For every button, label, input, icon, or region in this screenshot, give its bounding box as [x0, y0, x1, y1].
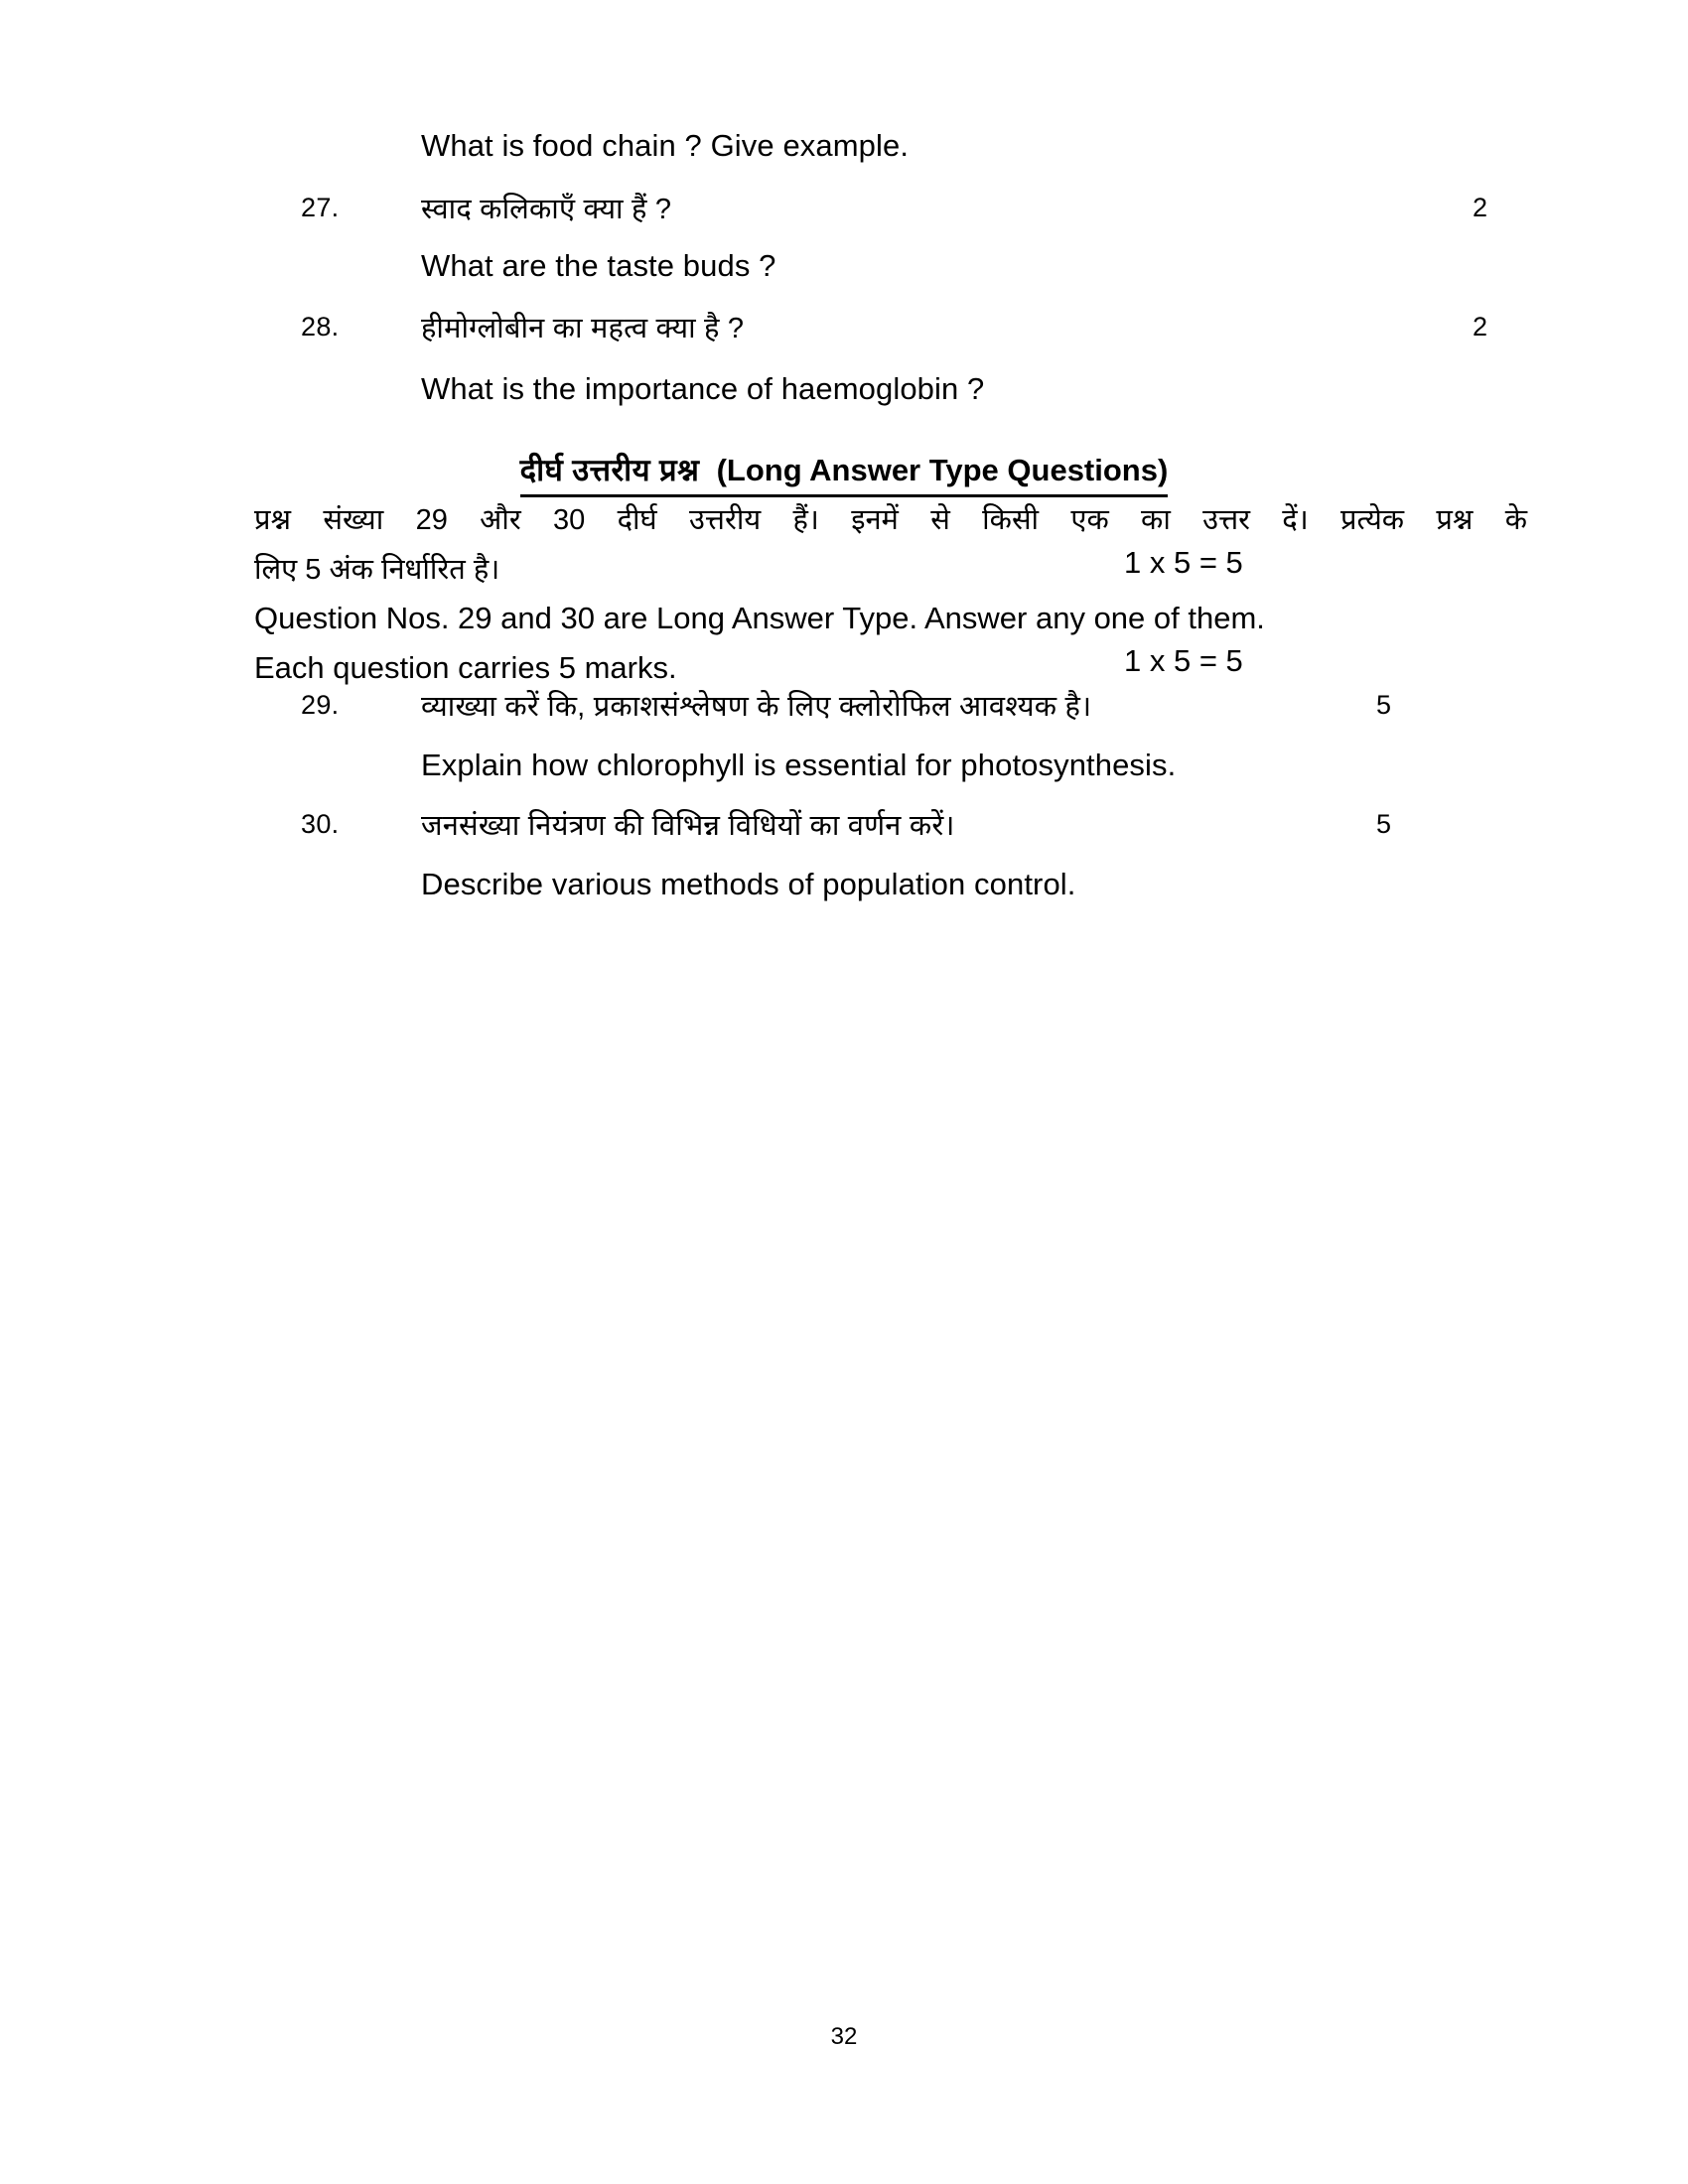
- section-heading-underline-wrapper: [520, 449, 1169, 497]
- instructions-hindi-line-2-row: [254, 546, 1527, 596]
- instructions-english: [254, 594, 1527, 693]
- page-number: 32: [830, 2023, 858, 2050]
- question-28-hindi: हीमोग्लोबीन का महत्व क्या है ?: [421, 313, 745, 344]
- question-28-marks: 2: [1473, 312, 1488, 341]
- question-number-28: 28.: [301, 312, 340, 341]
- section-heading-english: (Long Answer Type Questions): [716, 453, 1169, 487]
- instructions-hindi-line-2: लिए 5 अंक निर्धारित है।: [254, 553, 500, 586]
- question-29-marks: 5: [1376, 690, 1392, 720]
- question-30-english: Describe various methods of population control.: [421, 867, 1076, 901]
- instructions-english-marks: 1 x 5 = 5: [1124, 643, 1243, 678]
- question-number-27: 27.: [301, 193, 340, 222]
- question-29-hindi: व्याख्या करें कि, प्रकाशसंश्लेषण के लिए क्लोरोफिल आवश्यक है।: [421, 691, 1092, 723]
- instructions-english-line-1: Question Nos. 29 and 30 are Long Answer Type. Answer any one of them.: [254, 601, 1265, 635]
- question-28-english: What is the importance of haemoglobin ?: [421, 371, 985, 406]
- instructions-hindi-line-1: प्रश्न संख्या 29 और 30 दीर्घ उत्तरीय हैं। इनमें से किसी एक का उत्तर दें। प्रत्येक प्रश्न के: [254, 504, 1527, 536]
- section-heading-hindi: दीर्घ उत्तरीय प्रश्न: [519, 453, 700, 487]
- instructions-hindi: [254, 496, 1527, 596]
- question-27-hindi: स्वाद कलिकाएँ क्या हैं ?: [421, 194, 672, 225]
- question-27-english: What are the taste buds ?: [421, 248, 776, 283]
- question-30-hindi: जनसंख्या नियंत्रण की विभिन्न विधियों का वर्णन करें।: [421, 810, 955, 842]
- question-27-marks: 2: [1473, 193, 1488, 222]
- question-number-29: 29.: [301, 690, 340, 720]
- section-heading-long-answer: [0, 449, 1688, 497]
- question-number-30: 30.: [301, 809, 340, 839]
- instructions-english-line-2: Each question carries 5 marks.: [254, 650, 677, 686]
- instructions-hindi-marks: 1 x 5 = 5: [1124, 545, 1243, 580]
- answer-line-english-food-chain: What is food chain ? Give example.: [421, 128, 910, 163]
- question-29-english: Explain how chlorophyll is essential for photosynthesis.: [421, 748, 1177, 782]
- question-30-marks: 5: [1376, 809, 1392, 839]
